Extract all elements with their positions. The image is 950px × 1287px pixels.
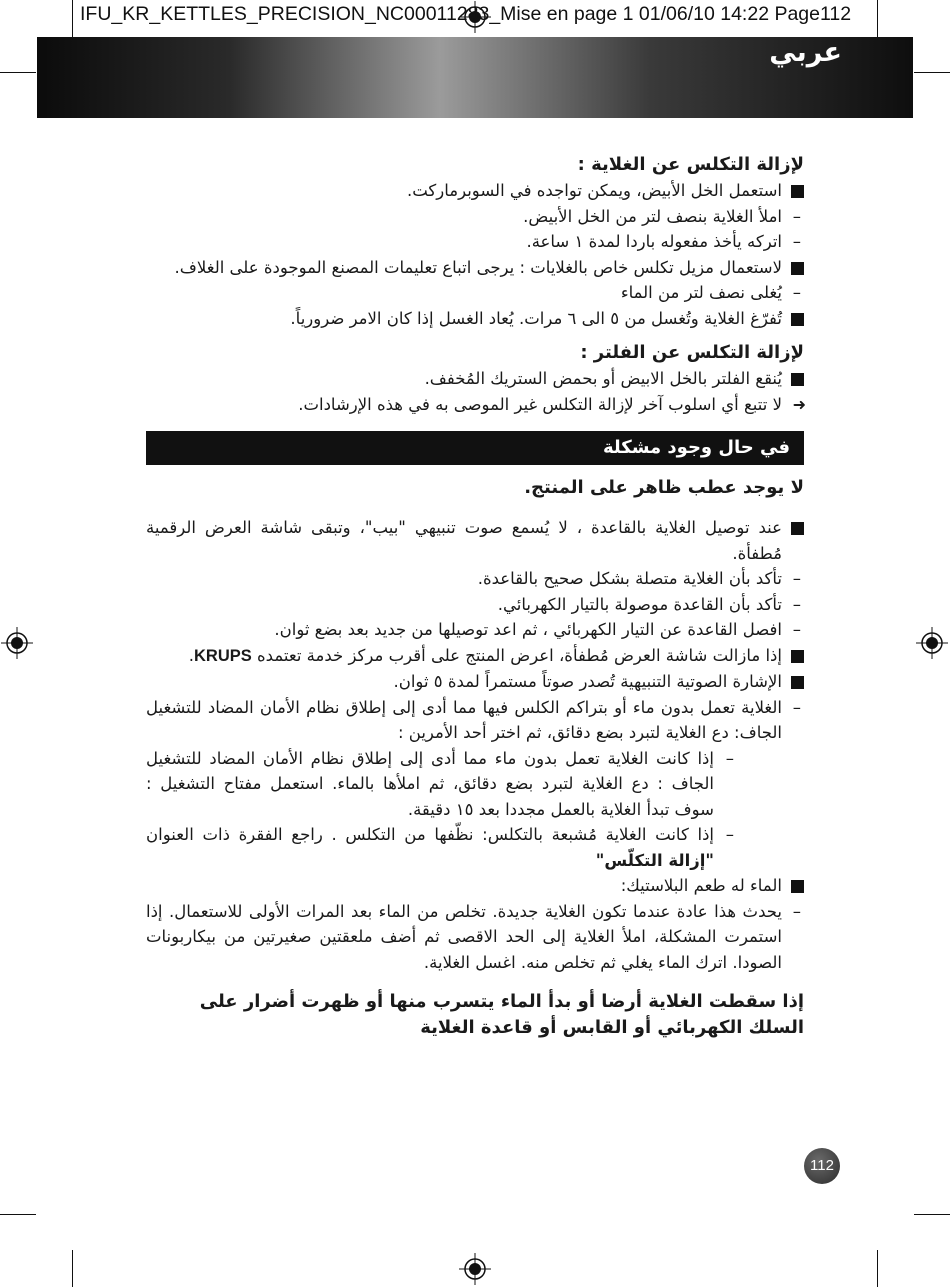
troubleshooting-title-bar: في حال وجود مشكلة — [146, 431, 804, 465]
square-bullet-icon — [791, 373, 804, 386]
list-item: – إذا كانت الغلاية مُشبعة بالتكلس: نظّفها من التكلس . راجع الفقرة ذات العنوان "إزالة التكلّس" — [146, 825, 734, 870]
list-item: – إذا كانت الغلاية تعمل بدون ماء مما أدى إلى إطلاق نظام الأمان المضاد للتشغيل الجاف : دع الغلاية لتبرد بضع دقائق، ثم املأها بالماء. استعمل مفتاح التشغيل : سوف تبدأ الغلاية بالعمل مجددا بعد ١٥ دقيقة. — [146, 748, 734, 819]
list-item: – تأكد بأن الغلاية متصلة بشكل صحيح بالقاعدة. — [477, 569, 801, 588]
square-bullet-icon — [791, 880, 804, 893]
crop-mark — [72, 1250, 73, 1287]
square-bullet-icon — [791, 313, 804, 326]
crop-mark — [914, 72, 950, 73]
print-slug-line: IFU_KR_KETTLES_PRECISION_NC00011283_Mise en page 1 01/06/10 14:22 Page112 — [80, 3, 852, 25]
section-reference: "إزالة التكلّس" — [595, 850, 714, 870]
list-item: – تأكد بأن القاعدة موصولة بالتيار الكهربائي. — [497, 594, 801, 614]
list-item: – افصل القاعدة عن التيار الكهربائي ، ثم اعد توصيلها من جديد بعد بضع ثوان. — [274, 620, 801, 639]
crop-mark — [0, 72, 36, 73]
crop-mark — [0, 1214, 36, 1215]
brand-name: KRUPS — [194, 646, 252, 665]
square-bullet-icon — [791, 522, 804, 535]
crop-mark — [72, 0, 73, 38]
square-bullet-icon — [791, 185, 804, 198]
crop-mark — [877, 1250, 878, 1287]
language-title: عربي — [769, 37, 842, 68]
list-item: استعمل الخل الأبيض، ويمكن تواجده في السوبرماركت. — [146, 178, 804, 204]
arrow-icon: ➜ — [792, 394, 806, 414]
section-heading-kettle-descaling: لإزالة التكلس عن الغلاية : — [577, 154, 804, 175]
list-item: – يُغلى نصف لتر من الماء — [620, 283, 801, 302]
list-item: إذا مازالت شاشة العرض مُطفأة، اعرض المنتج على أقرب مركز خدمة تعتمده KRUPS. — [146, 643, 804, 670]
list-item: يُنقع الفلتر بالخل الابيض أو بحمض الستريك المُخفف. — [146, 366, 804, 392]
square-bullet-icon — [791, 650, 804, 663]
list-item: – الغلاية تعمل بدون ماء أو بتراكم الكلس فيها مما أدى إلى إطلاق نظام الأمان المضاد للتشغيل الجاف: دع الغلاية لتبرد بضع دقائق، ثم اختر أحد الأمرين : — [146, 697, 801, 742]
crop-mark — [914, 1214, 950, 1215]
list-item: الماء له طعم البلاستيك: — [146, 873, 804, 899]
list-item: لاستعمال مزيل تكلس خاص بالغلايات : يرجى اتباع تعليمات المصنع الموجودة على الغلاف. — [146, 255, 804, 281]
page-number-badge: 112 — [804, 1148, 840, 1184]
registration-mark-icon — [916, 627, 948, 659]
list-item: – اتركه يأخذ مفعوله باردا لمدة ١ ساعة. — [526, 232, 801, 251]
closing-heading: إذا سقطت الغلاية أرضا أو بدأ الماء يتسرب منها أو ظهرت أضرار على السلك الكهربائي أو القابس أو قاعدة الغلاية — [199, 991, 804, 1038]
list-item: عند توصيل الغلاية بالقاعدة ، لا يُسمع صوت تنبيهي "بيب"، وتبقى شاشة العرض الرقمية مُطفأة. — [146, 515, 804, 566]
list-item: تُفرّغ الغلاية وتُغسل من ٥ الى ٦ مرات. يُعاد الغسل إذا كان الامر ضرورياً. — [146, 306, 804, 332]
page-content — [146, 152, 804, 1041]
registration-mark-icon — [1, 627, 33, 659]
list-item: الإشارة الصوتية التنبيهية تُصدر صوتاً مستمراً لمدة ٥ ثوان. — [146, 669, 804, 695]
subheading-no-visible-fault: لا يوجد عطب ظاهر على المنتج. — [524, 477, 804, 498]
section-heading-filter-descaling: لإزالة التكلس عن الفلتر : — [580, 342, 804, 363]
square-bullet-icon — [791, 676, 804, 689]
list-item: – يحدث هذا عادة عندما تكون الغلاية جديدة. تخلص من الماء بعد المرات الأولى للاستعمال. إذا استمرت المشكلة، املأ الغلاية إلى الحد الاقصى ثم أضف ملعقتين صغيرتين من بيكاربونات الصودا. اترك الماء يغلي ثم تخلص منه. اغسل الغلاية. — [146, 901, 801, 972]
square-bullet-icon — [791, 262, 804, 275]
list-item: – املأ الغلاية بنصف لتر من الخل الأبيض. — [523, 206, 801, 226]
list-item: ➜ لا تتبع أي اسلوب آخر لإزالة التكلس غير الموصى به في هذه الإرشادات. — [146, 392, 804, 418]
registration-mark-icon — [459, 1253, 491, 1285]
